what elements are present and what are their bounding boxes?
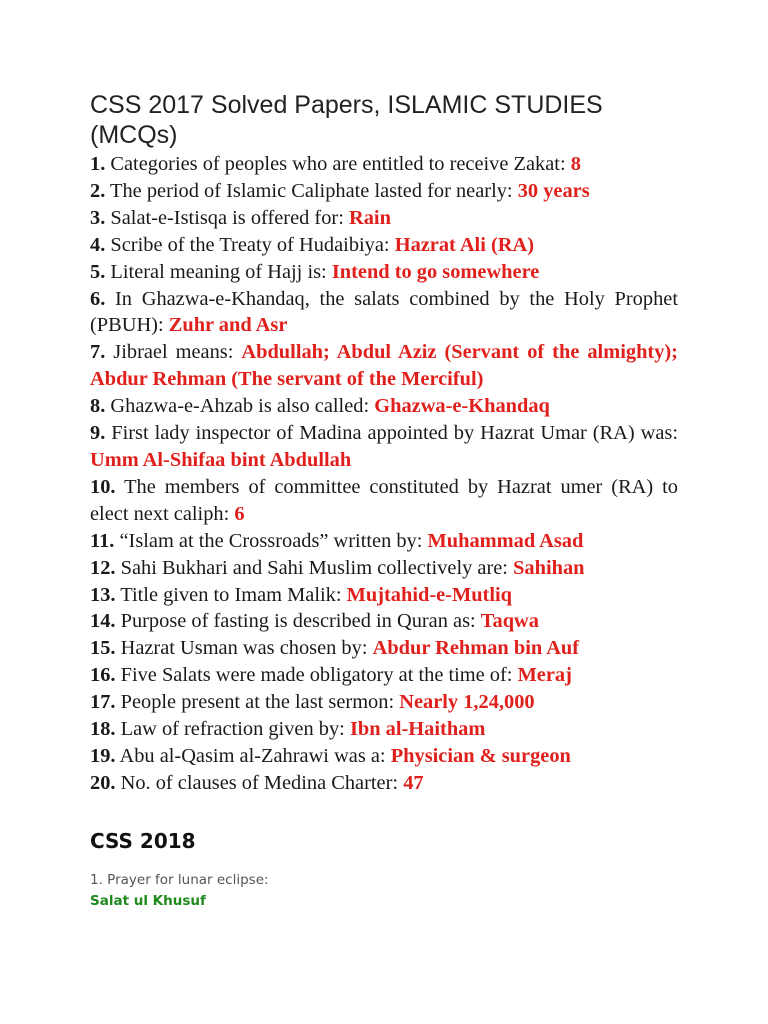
css-2018-section xyxy=(90,829,678,909)
mcq-number: 4. xyxy=(90,233,106,256)
mcq-item xyxy=(90,178,678,205)
mcq-answer: Rain xyxy=(348,206,391,229)
mcq-number: 14. xyxy=(90,610,116,633)
mcq-answer: 47 xyxy=(403,771,424,794)
mcq-answer: Mujtahid-e-Mutliq xyxy=(346,583,513,606)
mcq-number: 15. xyxy=(90,637,116,660)
mcq-item xyxy=(90,393,678,420)
mcq-answer: Meraj xyxy=(517,664,572,687)
mcq-question: Abu al-Qasim al-Zahrawi was a: xyxy=(119,744,386,767)
mcq-number: 11. xyxy=(90,529,115,552)
mcq-answer: Ghazwa-e-Khandaq xyxy=(374,395,550,418)
mcq-question: Categories of peoples who are entitled to receive Zakat: xyxy=(110,153,566,175)
mcq-number: 9. xyxy=(90,422,106,445)
mcq-number: 19. xyxy=(90,744,116,767)
mcq-question: Ghazwa-e-Ahzab is also called: xyxy=(110,395,370,418)
mcq-question: Jibrael means: xyxy=(113,341,234,364)
mcq-answer: Muhammad Asad xyxy=(427,529,584,552)
mcq-answer: Taqwa xyxy=(480,610,539,633)
mcq-number: 12. xyxy=(90,556,116,579)
mcq-answer: 30 years xyxy=(517,179,590,202)
mcq-question: First lady inspector of Madina appointed by Hazrat Umar (RA) was: xyxy=(111,422,678,445)
mcq-item xyxy=(90,232,678,259)
mcq-number: 7. xyxy=(90,341,106,364)
mcq-question: Salat-e-Istisqa is offered for: xyxy=(110,206,344,229)
mcq-item xyxy=(90,770,678,797)
mcq-number: 5. xyxy=(90,260,106,283)
mcq-question: The members of committee constituted by Hazrat umer (RA) to elect next caliph: xyxy=(90,475,679,525)
mcq-list xyxy=(90,151,678,797)
answer-text: Salat ul Khusuf xyxy=(90,893,206,909)
mcq-item xyxy=(90,528,678,555)
mcq-answer: Abdur Rehman bin Auf xyxy=(372,637,580,660)
mcq-answer: Ibn al-Haitham xyxy=(349,718,486,741)
mcq-question: People present at the last sermon: xyxy=(120,691,395,714)
mcq-item xyxy=(90,689,678,716)
mcq-question: Sahi Bukhari and Sahi Muslim collectively are: xyxy=(120,556,508,579)
mcq-item xyxy=(90,582,678,609)
mcq-answer: 8 xyxy=(570,153,581,175)
document-body xyxy=(90,90,678,797)
mcq-item xyxy=(90,716,678,743)
section-heading: CSS 2018 xyxy=(90,829,196,853)
mcq-number: 20. xyxy=(90,771,116,794)
mcq-item xyxy=(90,474,678,528)
question-text: 1. Prayer for lunar eclipse: xyxy=(90,872,269,888)
mcq-number: 2. xyxy=(90,179,106,202)
mcq-number: 18. xyxy=(90,718,116,741)
mcq-answer: 6 xyxy=(234,502,245,525)
mcq-answer: Abdullah; Abdul Aziz (Servant of the almighty); Abdur Rehman (The servant of the Merciful) xyxy=(90,341,678,391)
mcq-question: Law of refraction given by: xyxy=(120,718,345,741)
mcq-item xyxy=(90,286,678,340)
mcq-item xyxy=(90,608,678,635)
mcq-number: 8. xyxy=(90,395,106,418)
mcq-question: Five Salats were made obligatory at the time of: xyxy=(120,664,513,687)
mcq-question: No. of clauses of Medina Charter: xyxy=(120,771,399,794)
mcq-question: “Islam at the Crossroads” written by: xyxy=(119,529,423,552)
mcq-item xyxy=(90,151,678,178)
mcq-item xyxy=(90,205,678,232)
mcq-number: 6. xyxy=(90,287,106,310)
mcq-answer: Zuhr and Asr xyxy=(168,314,288,337)
mcq-number: 3. xyxy=(90,206,106,229)
mcq-number: 16. xyxy=(90,664,116,687)
mcq-question: Title given to Imam Malik: xyxy=(120,583,342,606)
mcq-number: 17. xyxy=(90,691,116,714)
mcq-question: Purpose of fasting is described in Quran as: xyxy=(120,610,476,633)
mcq-question: The period of Islamic Caliphate lasted for nearly: xyxy=(110,179,513,202)
mcq-number: 10. xyxy=(90,475,116,498)
mcq-item xyxy=(90,339,678,393)
mcq-item xyxy=(90,635,678,662)
page-title: CSS 2017 Solved Papers, ISLAMIC STUDIES (MCQs) xyxy=(90,91,603,149)
mcq-answer: Physician & surgeon xyxy=(390,744,571,767)
mcq-question: Literal meaning of Hajj is: xyxy=(110,260,327,283)
mcq-number: 13. xyxy=(90,583,116,606)
mcq-question: In Ghazwa-e-Khandaq, the salats combined by the Holy Prophet (PBUH): xyxy=(90,287,678,337)
mcq-question: Scribe of the Treaty of Hudaibiya: xyxy=(110,233,390,256)
mcq-number: 1. xyxy=(90,153,106,175)
mcq-answer: Intend to go somewhere xyxy=(331,260,540,283)
mcq-item xyxy=(90,743,678,770)
mcq-item xyxy=(90,555,678,582)
mcq-question: Hazrat Usman was chosen by: xyxy=(120,637,368,660)
mcq-answer: Umm Al-Shifaa bint Abdullah xyxy=(90,448,352,471)
mcq-answer: Nearly 1,24,000 xyxy=(399,691,535,714)
mcq-item xyxy=(90,662,678,689)
mcq-answer: Sahihan xyxy=(513,556,585,579)
mcq-item xyxy=(90,420,678,474)
mcq-answer: Hazrat Ali (RA) xyxy=(394,233,535,256)
mcq-item xyxy=(90,259,678,286)
